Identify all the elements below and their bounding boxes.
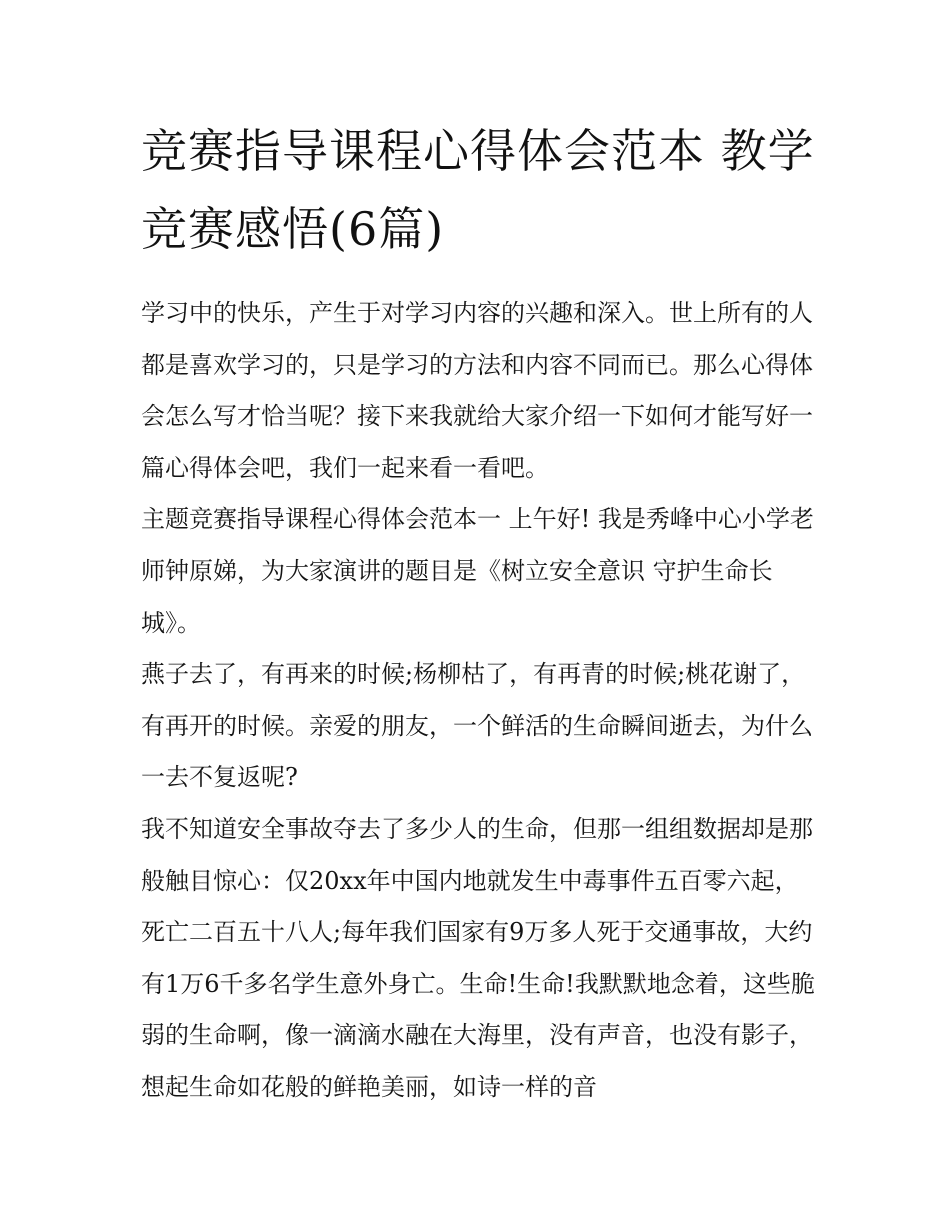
paragraph-statistics: 我不知道安全事故夺去了多少人的生命，但那一组组数据却是那般触目惊心：仅20xx年中国内地就发生中毒事件五百零六起，死亡二百五十八人;每年我们国家有9万多人死于交通事故，大约有1万6千多名学生意外身亡。生命!生命!我默默地念着，这些脆弱的生命啊，像一滴滴水融在大海里，没有声音，也没有影子，想起生命如花般的鲜艳美丽，如诗一样的音 [141,814,815,1101]
paragraph-swallows: 燕子去了，有再来的时候;杨柳枯了，有再青的时候;桃花谢了，有再开的时候。亲爱的朋友，一个鲜活的生命瞬间逝去，为什么一去不复返呢? [141,660,813,792]
document-title: 竞赛指导课程心得体会范本 教学竞赛感悟(6篇) [141,124,815,256]
document-body [141,288,816,1114]
document-content [141,112,816,1114]
paragraph-intro: 学习中的快乐，产生于对学习内容的兴趣和深入。世上所有的人都是喜欢学习的，只是学习的方法和内容不同而已。那么心得体会怎么写才恰当呢？接下来我就给大家介绍一下如何才能写好一篇心得体会吧，我们一起来看一看吧。 [141,299,813,482]
paragraph-speech-opening: 主题竞赛指导课程心得体会范本一 上午好! 我是秀峰中心小学老师钟原娣，为大家演讲的题目是《树立安全意识 守护生命长城》。 [141,505,814,637]
